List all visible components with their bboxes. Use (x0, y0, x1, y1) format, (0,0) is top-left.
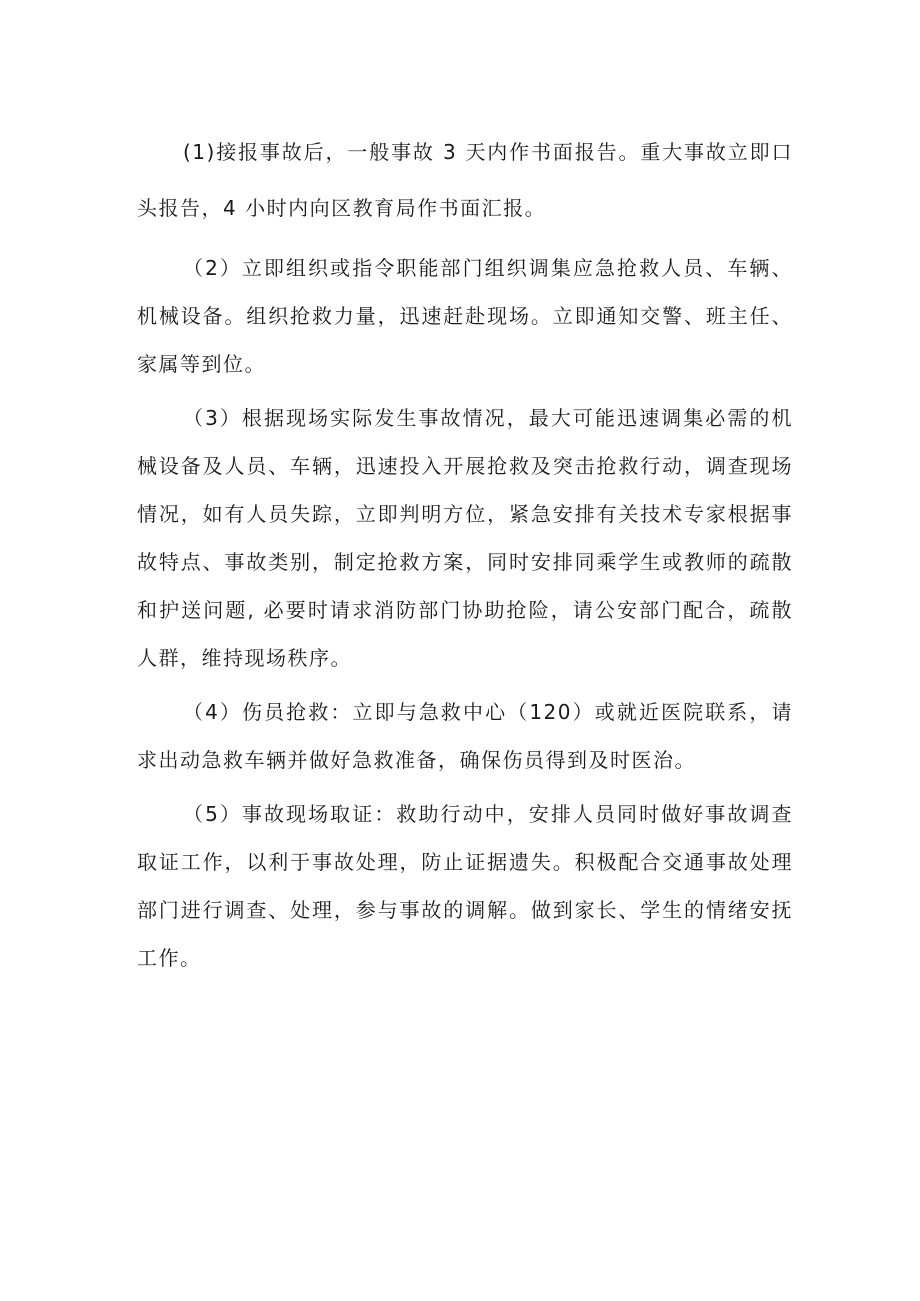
paragraph-3: （3）根据现场实际发生事故情况，最大可能迅速调集必需的机械设备及人员、车辆，迅速投入开展抢救及突击抢救行动，调查现场情况，如有人员失踪，立即判明方位，紧急安排有关技术专家根据事故特点、事故类别，制定抢救方案，同时安排同乘学生或教师的疏散和护送问题, 必要时请求消防部门协助抢险，请公安部门配合，疏散人群，维持现场秩序。 (137, 406, 793, 670)
paragraph-4: （4）伤员抢救：立即与急救中心（120）或就近医院联系，请求出动急救车辆并做好急救准备，确保伤员得到及时医治。 (137, 700, 793, 772)
paragraph-1: (1)接报事故后，一般事故 3 天内作书面报告。重大事故立即口头报告，4 小时内向区教育局作书面汇报。 (137, 140, 793, 220)
document-body (137, 124, 793, 982)
paragraph-5: （5）事故现场取证：救助行动中，安排人员同时做好事故调查取证工作，以利于事故处理，防止证据遗失。积极配合交通事故处理部门进行调查、处理，参与事故的调解。做到家长、学生的情绪安抚工作。 (137, 802, 793, 970)
paragraph-2: （2）立即组织或指令职能部门组织调集应急抢救人员、车辆、机械设备。组织抢救力量，迅速赶赴现场。立即通知交警、班主任、家属等到位。 (137, 256, 793, 376)
